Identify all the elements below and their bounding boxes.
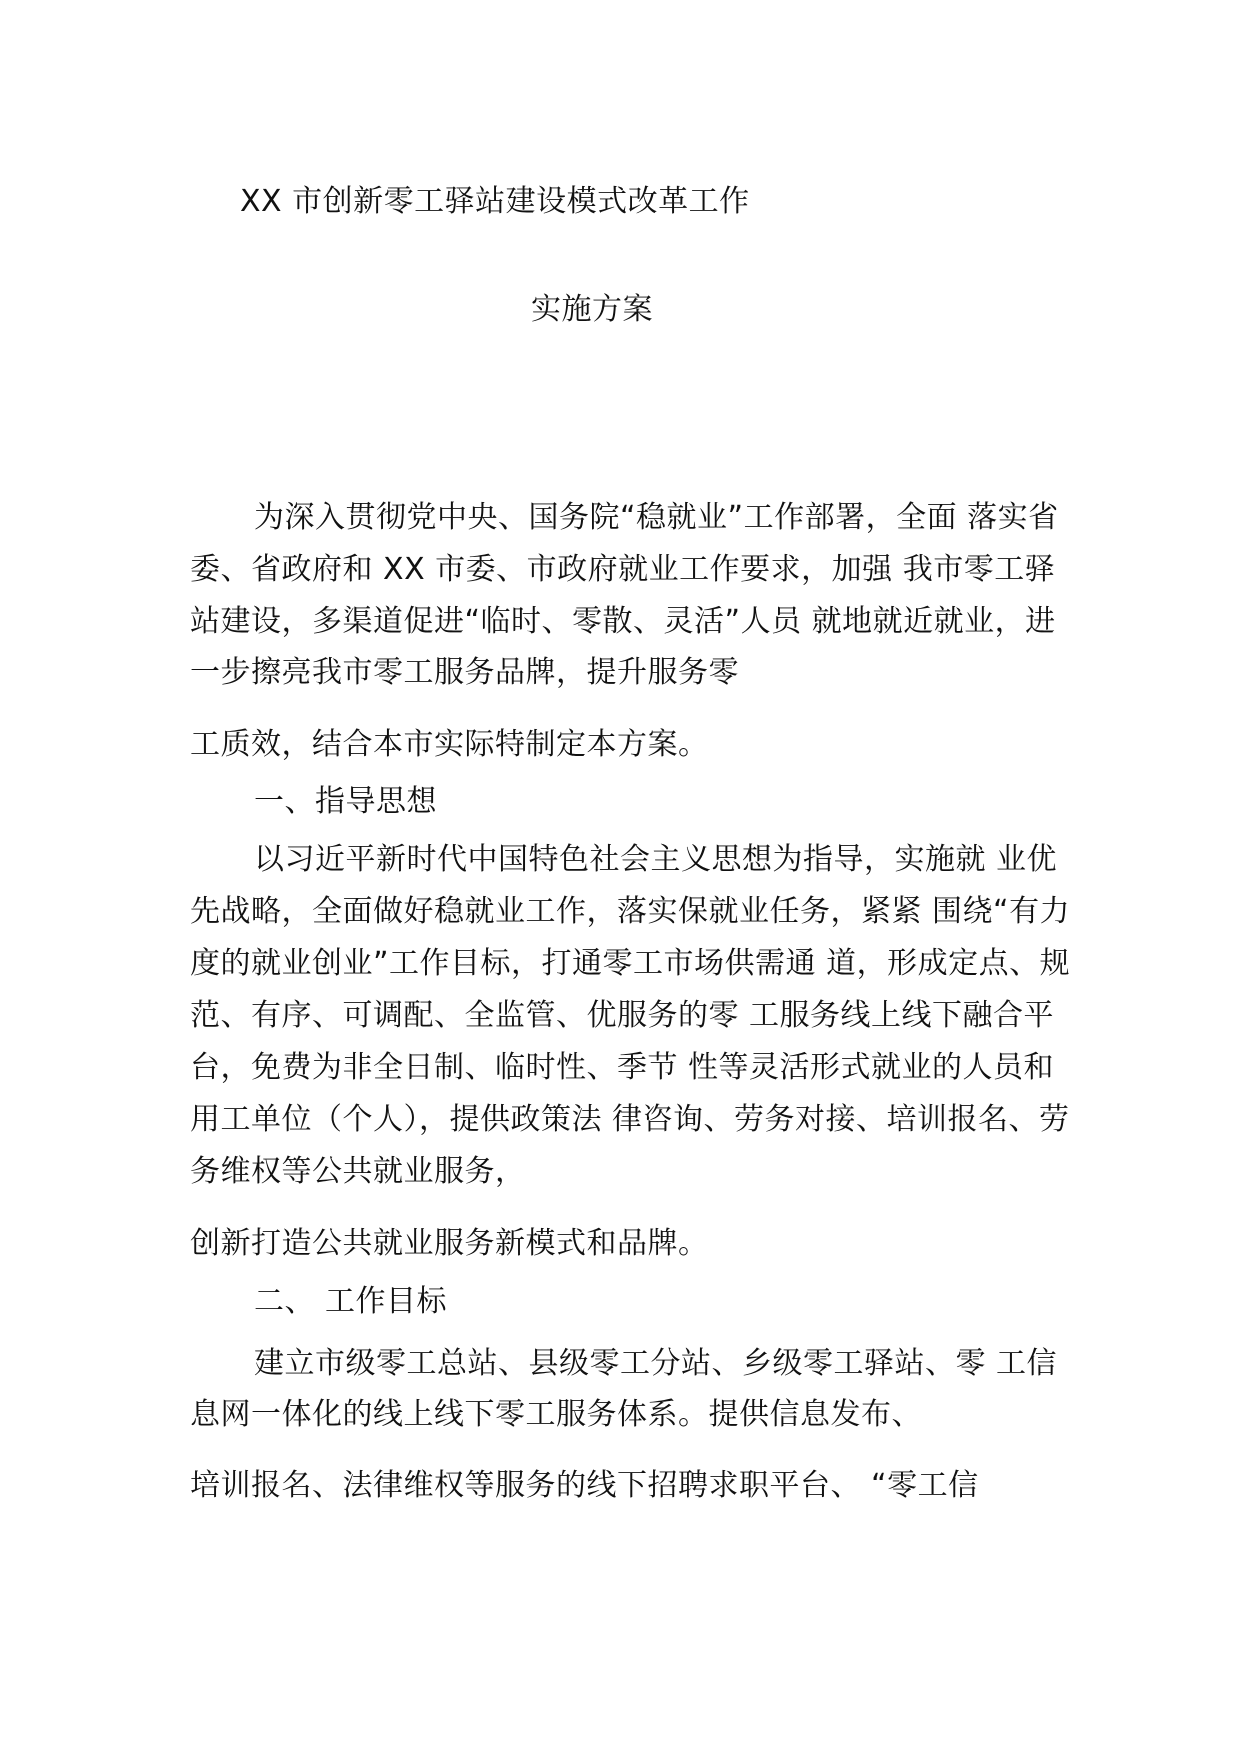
paragraph-line: 站建设，多渠道促进“临时、零散、灵活”人员 就地就近就业，进 — [190, 604, 1056, 639]
paragraph-line: 以习近平新时代中国特色社会主义思想为指导，实施就 业优 — [254, 842, 1058, 877]
paragraph-line: 台，免费为非全日制、临时性、季节 性等灵活形式就业的人员和 — [190, 1050, 1055, 1085]
paragraph-line: 息网一体化的线上线下零工服务体系。提供信息发布、 — [190, 1397, 922, 1432]
section-heading: 一、指导思想 — [254, 784, 437, 819]
section-heading: 二、 工作目标 — [254, 1284, 448, 1319]
paragraph-line: 创新打造公共就业服务新模式和品牌。 — [190, 1226, 709, 1261]
paragraph-line: 建立市级零工总站、县级零工分站、乡级零工驿站、零 工信 — [254, 1346, 1058, 1381]
paragraph-line: 范、有序、可调配、全监管、优服务的零 工服务线上线下融合平 — [190, 998, 1055, 1033]
document-title-line-1: XX 市创新零工驿站建设模式改革工作 — [240, 184, 750, 219]
paragraph-line: 务维权等公共就业服务， — [190, 1154, 526, 1189]
document-title-line-2: 实施方案 — [531, 292, 653, 327]
paragraph-line: 工质效，结合本市实际特制定本方案。 — [190, 727, 709, 762]
paragraph-line: 为深入贯彻党中央、国务院“稳就业”工作部署，全面 落实省 — [254, 500, 1059, 535]
paragraph-line: 一步擦亮我市零工服务品牌，提升服务零 — [190, 655, 739, 690]
paragraph-line: 委、省政府和 XX 市委、市政府就业工作要求，加强 我市零工驿 — [190, 552, 1056, 587]
paragraph-line: 用工单位（个人），提供政策法 律咨询、劳务对接、培训报名、劳 — [190, 1102, 1070, 1137]
paragraph-line: 度的就业创业”工作目标，打通零工市场供需通 道，形成定点、规 — [190, 946, 1071, 981]
paragraph-line: 先战略，全面做好稳就业工作，落实保就业任务，紧紧 围绕“有力 — [190, 894, 1071, 929]
paragraph-line: 培训报名、法律维权等服务的线下招聘求职平台、 “零工信 — [190, 1468, 979, 1503]
